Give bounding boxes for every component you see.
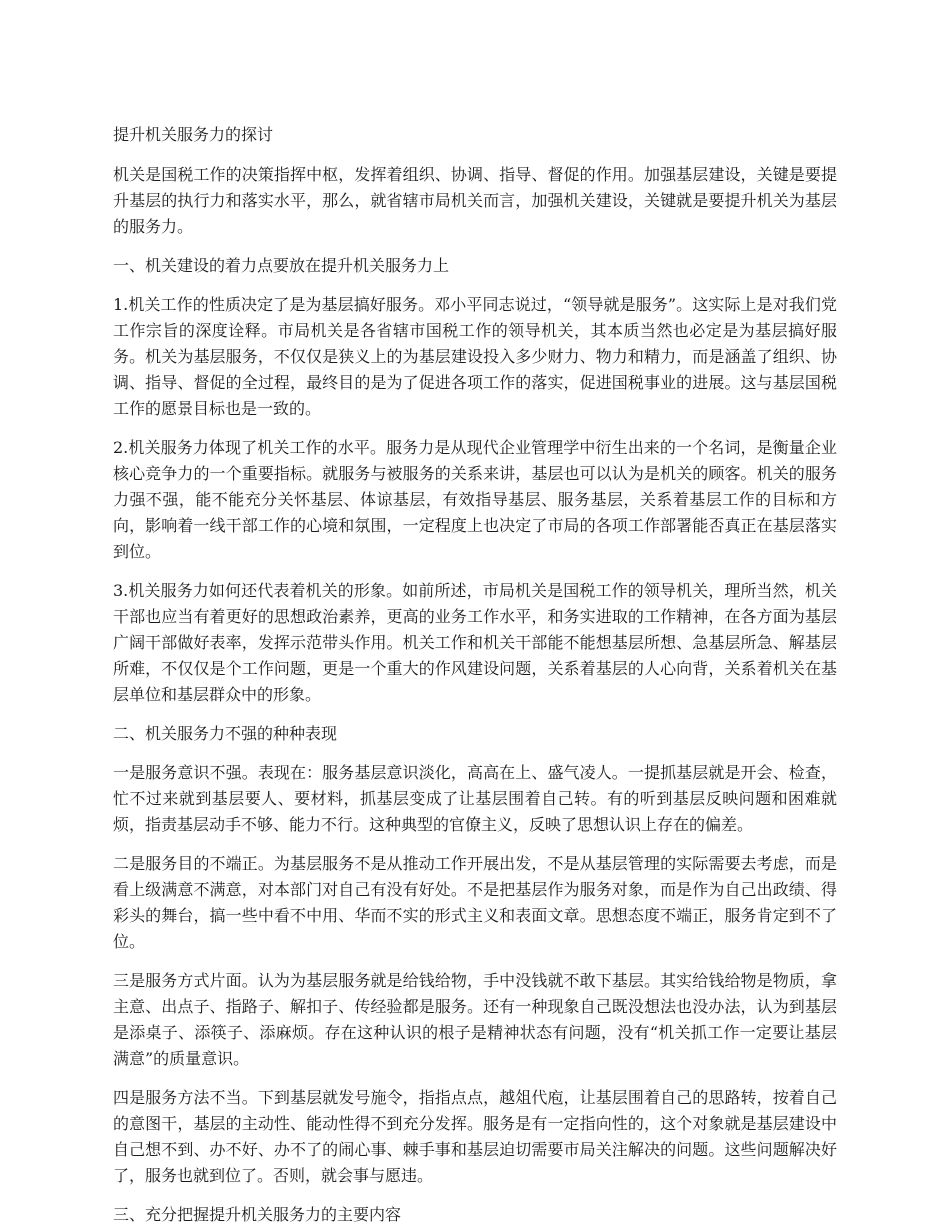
section-heading-1: 一、机关建设的着力点要放在提升机关服务力上 (113, 256, 450, 275)
document-title: 提升机关服务力的探讨 (113, 125, 274, 144)
section-heading-3: 三、充分把握提升机关服务力的主要内容 (113, 1205, 402, 1224)
section-heading-2: 二、机关服务力不强的种种表现 (113, 724, 338, 743)
paragraph-1-3: 3.机关服务力如何还代表着机关的形象。如前所述，市局机关是国税工作的领导机关，理所当然，机关干部也应当有着更好的思想政治素养，更高的业务工作水平，和务实进取的工作精神，在各方面为基层广阔干部做好表率，发挥示范带头作用。机关工作和机关干部能不能想基层所想、急基层所急、解基层所难，不仅仅是个工作问题，更是一个重大的作风建设问题，关系着基层的人心向背，关系着机关在基层单位和基层群众中的形象。 (113, 581, 837, 704)
paragraph-2-3: 三是服务方式片面。认为为基层服务就是给钱给物，手中没钱就不敢下基层。其实给钱给物是物质，拿主意、出点子、指路子、解扣子、传经验都是服务。还有一种现象自己既没想法也没办法，认为到基层是添桌子、添筷子、添麻烦。存在这种认识的根子是精神状态有问题，没有“机关抓工作一定要让基层满意”的质量意识。 (113, 971, 837, 1068)
paragraph-2-2: 二是服务目的不端正。为基层服务不是从推动工作开展出发，不是从基层管理的实际需要去考虑，而是看上级满意不满意，对本部门对自己有没有好处。不是把基层作为服务对象，而是作为自己出政绩、得彩头的舞台，搞一些中看不中用、华而不实的形式主义和表面文章。思想态度不端正，服务肯定到不了位。 (113, 854, 837, 951)
paragraph-2-4: 四是服务方法不当。下到基层就发号施令，指指点点，越俎代庖，让基层围着自己的思路转，按着自己的意图干，基层的主动性、能动性得不到充分发挥。服务是有一定指向性的，这个对象就是基层建设中自己想不到、办不好、办不了的闹心事、棘手事和基层迫切需要市局关注解决的问题。这些问题解决好了，服务也就到位了。否则，就会事与愿违。 (113, 1088, 837, 1185)
paragraph-1-2: 2.机关服务力体现了机关工作的水平。服务力是从现代企业管理学中衍生出来的一个名词，是衡量企业核心竞争力的一个重要指标。就服务与被服务的关系来讲，基层也可以认为是机关的顾客。机关的服务力强不强，能不能充分关怀基层、体谅基层，有效指导基层、服务基层，关系着基层工作的目标和方向，影响着一线干部工作的心境和氛围，一定程度上也决定了市局的各项工作部署能否真正在基层落实到位。 (113, 438, 837, 561)
paragraph-1-1: 1.机关工作的性质决定了是为基层搞好服务。邓小平同志说过，“领导就是服务”。这实际上是对我们党工作宗旨的深度诠释。市局机关是各省辖市国税工作的领导机关，其本质当然也必定是为基层搞好服务。机关为基层服务，不仅仅是狭义上的为基层建设投入多少财力、物力和精力，而是涵盖了组织、协调、指导、督促的全过程，最终目的是为了促进各项工作的落实，促进国税事业的进展。这与基层国税工作的愿景目标也是一致的。 (113, 295, 837, 418)
paragraph-intro: 机关是国税工作的决策指挥中枢，发挥着组织、协调、指导、督促的作用。加强基层建设，关键是要提升基层的执行力和落实水平，那么，就省辖市局机关而言，加强机关建设，关键就是要提升机关为基层的服务力。 (113, 165, 837, 236)
paragraph-2-1: 一是服务意识不强。表现在：服务基层意识淡化，高高在上、盛气凌人。一提抓基层就是开会、检查，忙不过来就到基层要人、要材料，抓基层变成了让基层围着自己转。有的听到基层反映问题和困难就烦，指责基层动手不够、能力不行。这种典型的官僚主义，反映了思想认识上存在的偏差。 (113, 763, 837, 834)
